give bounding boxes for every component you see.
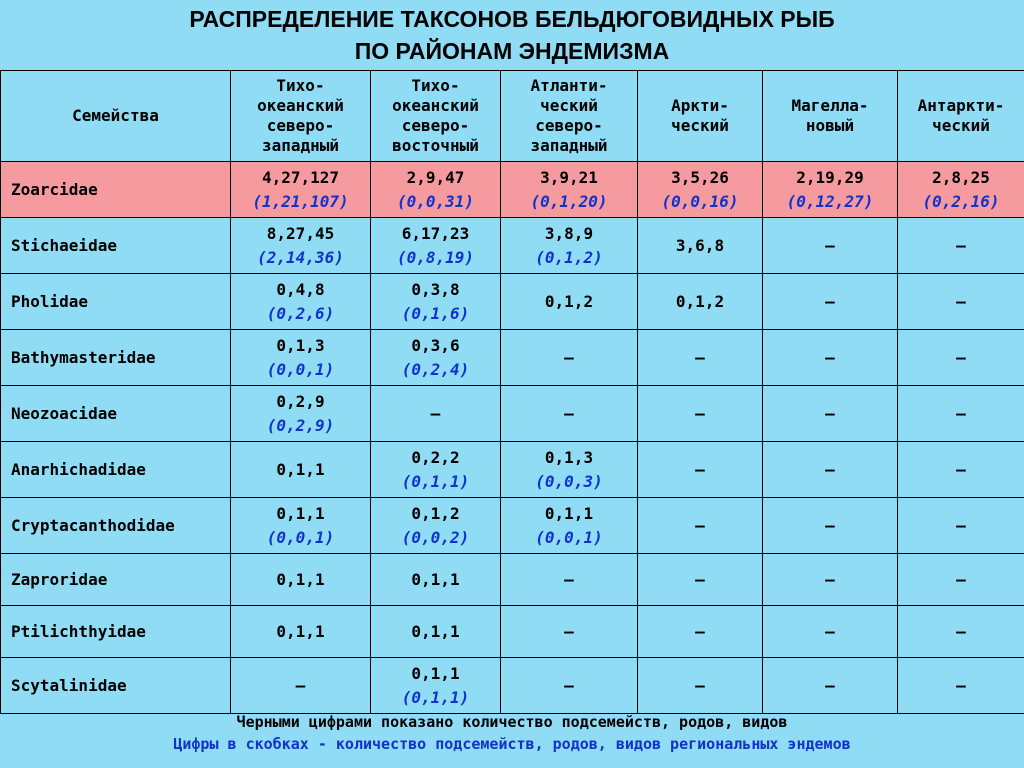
value-cell	[501, 162, 638, 218]
column-header-line: новый	[805, 116, 855, 135]
endemic-count: (0,2,16)	[922, 191, 1000, 211]
value-cell	[371, 274, 501, 330]
family-name: Scytalinidae	[1, 658, 231, 714]
table-row	[1, 606, 1024, 658]
endemic-count: (0,12,27)	[786, 191, 874, 211]
column-header-line: Тихо-	[276, 76, 325, 95]
column-header-region	[638, 71, 763, 162]
taxa-count: –	[825, 621, 835, 641]
table-row	[1, 386, 1024, 442]
column-header-line: Магелла-	[791, 96, 869, 115]
taxa-count: –	[825, 347, 835, 367]
taxa-count: –	[564, 403, 574, 423]
taxa-count: –	[564, 621, 574, 641]
value-cell	[638, 498, 763, 554]
value-cell	[898, 498, 1024, 554]
table-row	[1, 554, 1024, 606]
column-header-line: ческий	[671, 116, 729, 135]
taxa-count: 0,3,8	[411, 279, 460, 299]
endemic-count: (0,0,3)	[535, 471, 603, 491]
taxa-count: –	[695, 459, 705, 479]
taxa-count: –	[695, 621, 705, 641]
taxa-count: –	[430, 403, 441, 423]
column-header-line: Атланти-	[530, 76, 608, 95]
taxa-count: 4,27,127	[261, 167, 340, 187]
taxa-count: –	[695, 347, 705, 367]
column-header-line: северо-	[401, 116, 470, 135]
taxa-count: 0,1,3	[544, 447, 594, 467]
taxa-count: –	[695, 515, 705, 535]
page-title	[0, 0, 1024, 67]
value-cell	[898, 606, 1024, 658]
value-cell	[898, 274, 1024, 330]
header-row	[1, 71, 1024, 162]
column-header-line: Тихо-	[411, 76, 460, 95]
value-cell	[371, 498, 501, 554]
value-cell	[763, 498, 898, 554]
taxa-count: 0,1,1	[411, 663, 460, 683]
taxa-count: 0,1,2	[544, 291, 594, 311]
value-cell	[763, 606, 898, 658]
table-row	[1, 162, 1024, 218]
taxa-count: 0,2,2	[411, 447, 460, 467]
column-header-line: северо-	[266, 116, 335, 135]
value-cell	[898, 330, 1024, 386]
value-cell	[501, 218, 638, 274]
value-cell	[638, 442, 763, 498]
value-cell	[638, 658, 763, 714]
column-header-region	[501, 71, 638, 162]
table-row	[1, 330, 1024, 386]
taxa-count: –	[956, 515, 966, 535]
value-cell	[898, 218, 1024, 274]
value-cell	[763, 386, 898, 442]
taxa-count: 0,1,1	[276, 621, 325, 641]
taxa-count: 0,1,1	[411, 569, 460, 589]
taxa-count: 0,2,9	[276, 391, 325, 411]
taxa-count: 0,4,8	[276, 279, 325, 299]
column-header-family: Семейства	[1, 71, 231, 162]
taxa-count: –	[564, 675, 574, 695]
title-line-2: ПО РАЙОНАМ ЭНДЕМИЗМА	[354, 38, 670, 64]
taxa-count: –	[825, 291, 835, 311]
value-cell	[371, 218, 501, 274]
endemic-count: (0,2,4)	[401, 359, 470, 379]
endemic-count: (1,21,107)	[252, 191, 349, 211]
family-name: Anarhichadidae	[1, 442, 231, 498]
family-name: Ptilichthyidae	[1, 606, 231, 658]
endemic-count: (0,2,9)	[266, 415, 335, 435]
footer-note-black: Черными цифрами показано количество подсемейств, родов, видов	[236, 713, 788, 731]
taxa-count: –	[956, 459, 966, 479]
value-cell	[231, 162, 371, 218]
table-row	[1, 218, 1024, 274]
taxa-count: –	[695, 675, 705, 695]
family-name: Zoarcidae	[1, 162, 231, 218]
value-cell	[501, 554, 638, 606]
value-cell	[763, 274, 898, 330]
title-line-1: РАСПРЕДЕЛЕНИЕ ТАКСОНОВ БЕЛЬДЮГОВИДНЫХ РЫБ	[189, 6, 835, 32]
family-name: Cryptacanthodidae	[1, 498, 231, 554]
taxa-count: –	[825, 403, 835, 423]
endemic-count: (0,1,1)	[401, 471, 470, 491]
column-header-line: океанский	[392, 96, 479, 115]
taxa-count: –	[956, 291, 966, 311]
value-cell	[501, 658, 638, 714]
taxa-count: 3,9,21	[540, 167, 598, 187]
taxa-count: 3,6,8	[675, 235, 725, 255]
taxa-count: –	[825, 675, 835, 695]
value-cell	[501, 606, 638, 658]
taxa-count: –	[956, 621, 966, 641]
column-header-region	[898, 71, 1024, 162]
value-cell	[638, 274, 763, 330]
endemic-count: (0,0,31)	[396, 191, 475, 211]
value-cell	[231, 218, 371, 274]
value-cell	[898, 386, 1024, 442]
endemic-count: (0,2,6)	[266, 303, 335, 323]
value-cell	[231, 386, 371, 442]
column-header-line: ческий	[932, 116, 990, 135]
taxa-count: –	[956, 347, 966, 367]
taxa-count: –	[956, 403, 966, 423]
value-cell	[763, 442, 898, 498]
footer-notes	[0, 711, 1024, 755]
table-row	[1, 658, 1024, 714]
table-row	[1, 274, 1024, 330]
taxa-count: –	[956, 675, 966, 695]
endemic-count: (0,0,1)	[266, 359, 335, 379]
value-cell	[638, 162, 763, 218]
taxa-count: 0,1,2	[675, 291, 725, 311]
value-cell	[763, 218, 898, 274]
taxa-count: 2,9,47	[406, 167, 465, 187]
column-header-region	[763, 71, 898, 162]
table-row	[1, 498, 1024, 554]
value-cell	[501, 498, 638, 554]
value-cell	[231, 442, 371, 498]
value-cell	[231, 554, 371, 606]
endemic-count: (0,0,1)	[266, 527, 335, 547]
taxa-count: 0,1,3	[276, 335, 325, 355]
endemic-count: (0,1,2)	[535, 247, 603, 267]
table-body	[1, 162, 1024, 714]
column-header-line: Аркти-	[671, 96, 729, 115]
value-cell	[231, 498, 371, 554]
taxa-count: 6,17,23	[401, 223, 470, 243]
family-name: Pholidae	[1, 274, 231, 330]
value-cell	[638, 218, 763, 274]
value-cell	[763, 162, 898, 218]
taxa-count: –	[825, 459, 835, 479]
value-cell	[371, 162, 501, 218]
column-header-line: Антаркти-	[917, 96, 1005, 115]
taxa-count: –	[695, 569, 705, 589]
taxa-count: –	[564, 569, 574, 589]
family-name: Stichaeidae	[1, 218, 231, 274]
taxa-count: –	[695, 403, 705, 423]
taxa-count: –	[564, 347, 574, 367]
value-cell	[371, 386, 501, 442]
value-cell	[898, 658, 1024, 714]
footer-note-endemic: Цифры в скобках - количество подсемейств, родов, видов региональных эндемов	[173, 735, 851, 753]
column-header-line: северо-	[535, 116, 603, 135]
endemic-count: (2,14,36)	[257, 247, 344, 267]
value-cell	[371, 554, 501, 606]
table-row	[1, 442, 1024, 498]
taxa-count: –	[825, 235, 835, 255]
family-name: Zaproridae	[1, 554, 231, 606]
endemic-count: (0,8,19)	[396, 247, 475, 267]
taxa-count: 2,8,25	[932, 167, 990, 187]
value-cell	[231, 330, 371, 386]
value-cell	[638, 386, 763, 442]
taxa-count: 0,1,2	[411, 503, 460, 523]
value-cell	[501, 386, 638, 442]
taxa-count: –	[295, 675, 306, 695]
distribution-table	[0, 70, 1024, 714]
endemic-count: (0,1,6)	[401, 303, 470, 323]
value-cell	[638, 606, 763, 658]
value-cell	[501, 442, 638, 498]
value-cell	[898, 442, 1024, 498]
value-cell	[501, 274, 638, 330]
taxa-count: 3,8,9	[544, 223, 594, 243]
taxa-count: –	[825, 515, 835, 535]
value-cell	[638, 330, 763, 386]
value-cell	[231, 658, 371, 714]
taxa-count: 2,19,29	[796, 167, 864, 187]
column-header-line: западный	[530, 136, 608, 155]
endemic-count: (0,1,20)	[530, 191, 608, 211]
endemic-count: (0,0,2)	[401, 527, 470, 547]
column-header-line: западный	[261, 136, 340, 155]
taxa-count: 0,1,1	[544, 503, 594, 523]
value-cell	[638, 554, 763, 606]
taxa-count: 3,5,26	[671, 167, 729, 187]
family-name: Bathymasteridae	[1, 330, 231, 386]
value-cell	[231, 274, 371, 330]
taxa-count: 8,27,45	[266, 223, 335, 243]
column-header-line: ческий	[540, 96, 598, 115]
value-cell	[763, 658, 898, 714]
column-header-region	[231, 71, 371, 162]
taxa-count: –	[825, 569, 835, 589]
endemic-count: (0,1,1)	[401, 687, 470, 707]
value-cell	[898, 162, 1024, 218]
column-header-line: восточный	[392, 136, 479, 155]
endemic-count: (0,0,1)	[535, 527, 603, 547]
value-cell	[231, 606, 371, 658]
value-cell	[898, 554, 1024, 606]
endemic-count: (0,0,16)	[661, 191, 739, 211]
value-cell	[501, 330, 638, 386]
taxa-count: 0,1,1	[411, 621, 460, 641]
family-name: Neozoacidae	[1, 386, 231, 442]
taxa-count: 0,3,6	[411, 335, 460, 355]
taxa-count: –	[956, 569, 966, 589]
value-cell	[763, 330, 898, 386]
column-header-region	[371, 71, 501, 162]
value-cell	[371, 330, 501, 386]
taxa-count: 0,1,1	[276, 459, 325, 479]
value-cell	[371, 658, 501, 714]
value-cell	[371, 606, 501, 658]
taxa-count: –	[956, 235, 966, 255]
value-cell	[371, 442, 501, 498]
column-header-line: океанский	[257, 96, 344, 115]
taxa-count: 0,1,1	[276, 503, 325, 523]
taxa-count: 0,1,1	[276, 569, 325, 589]
value-cell	[763, 554, 898, 606]
